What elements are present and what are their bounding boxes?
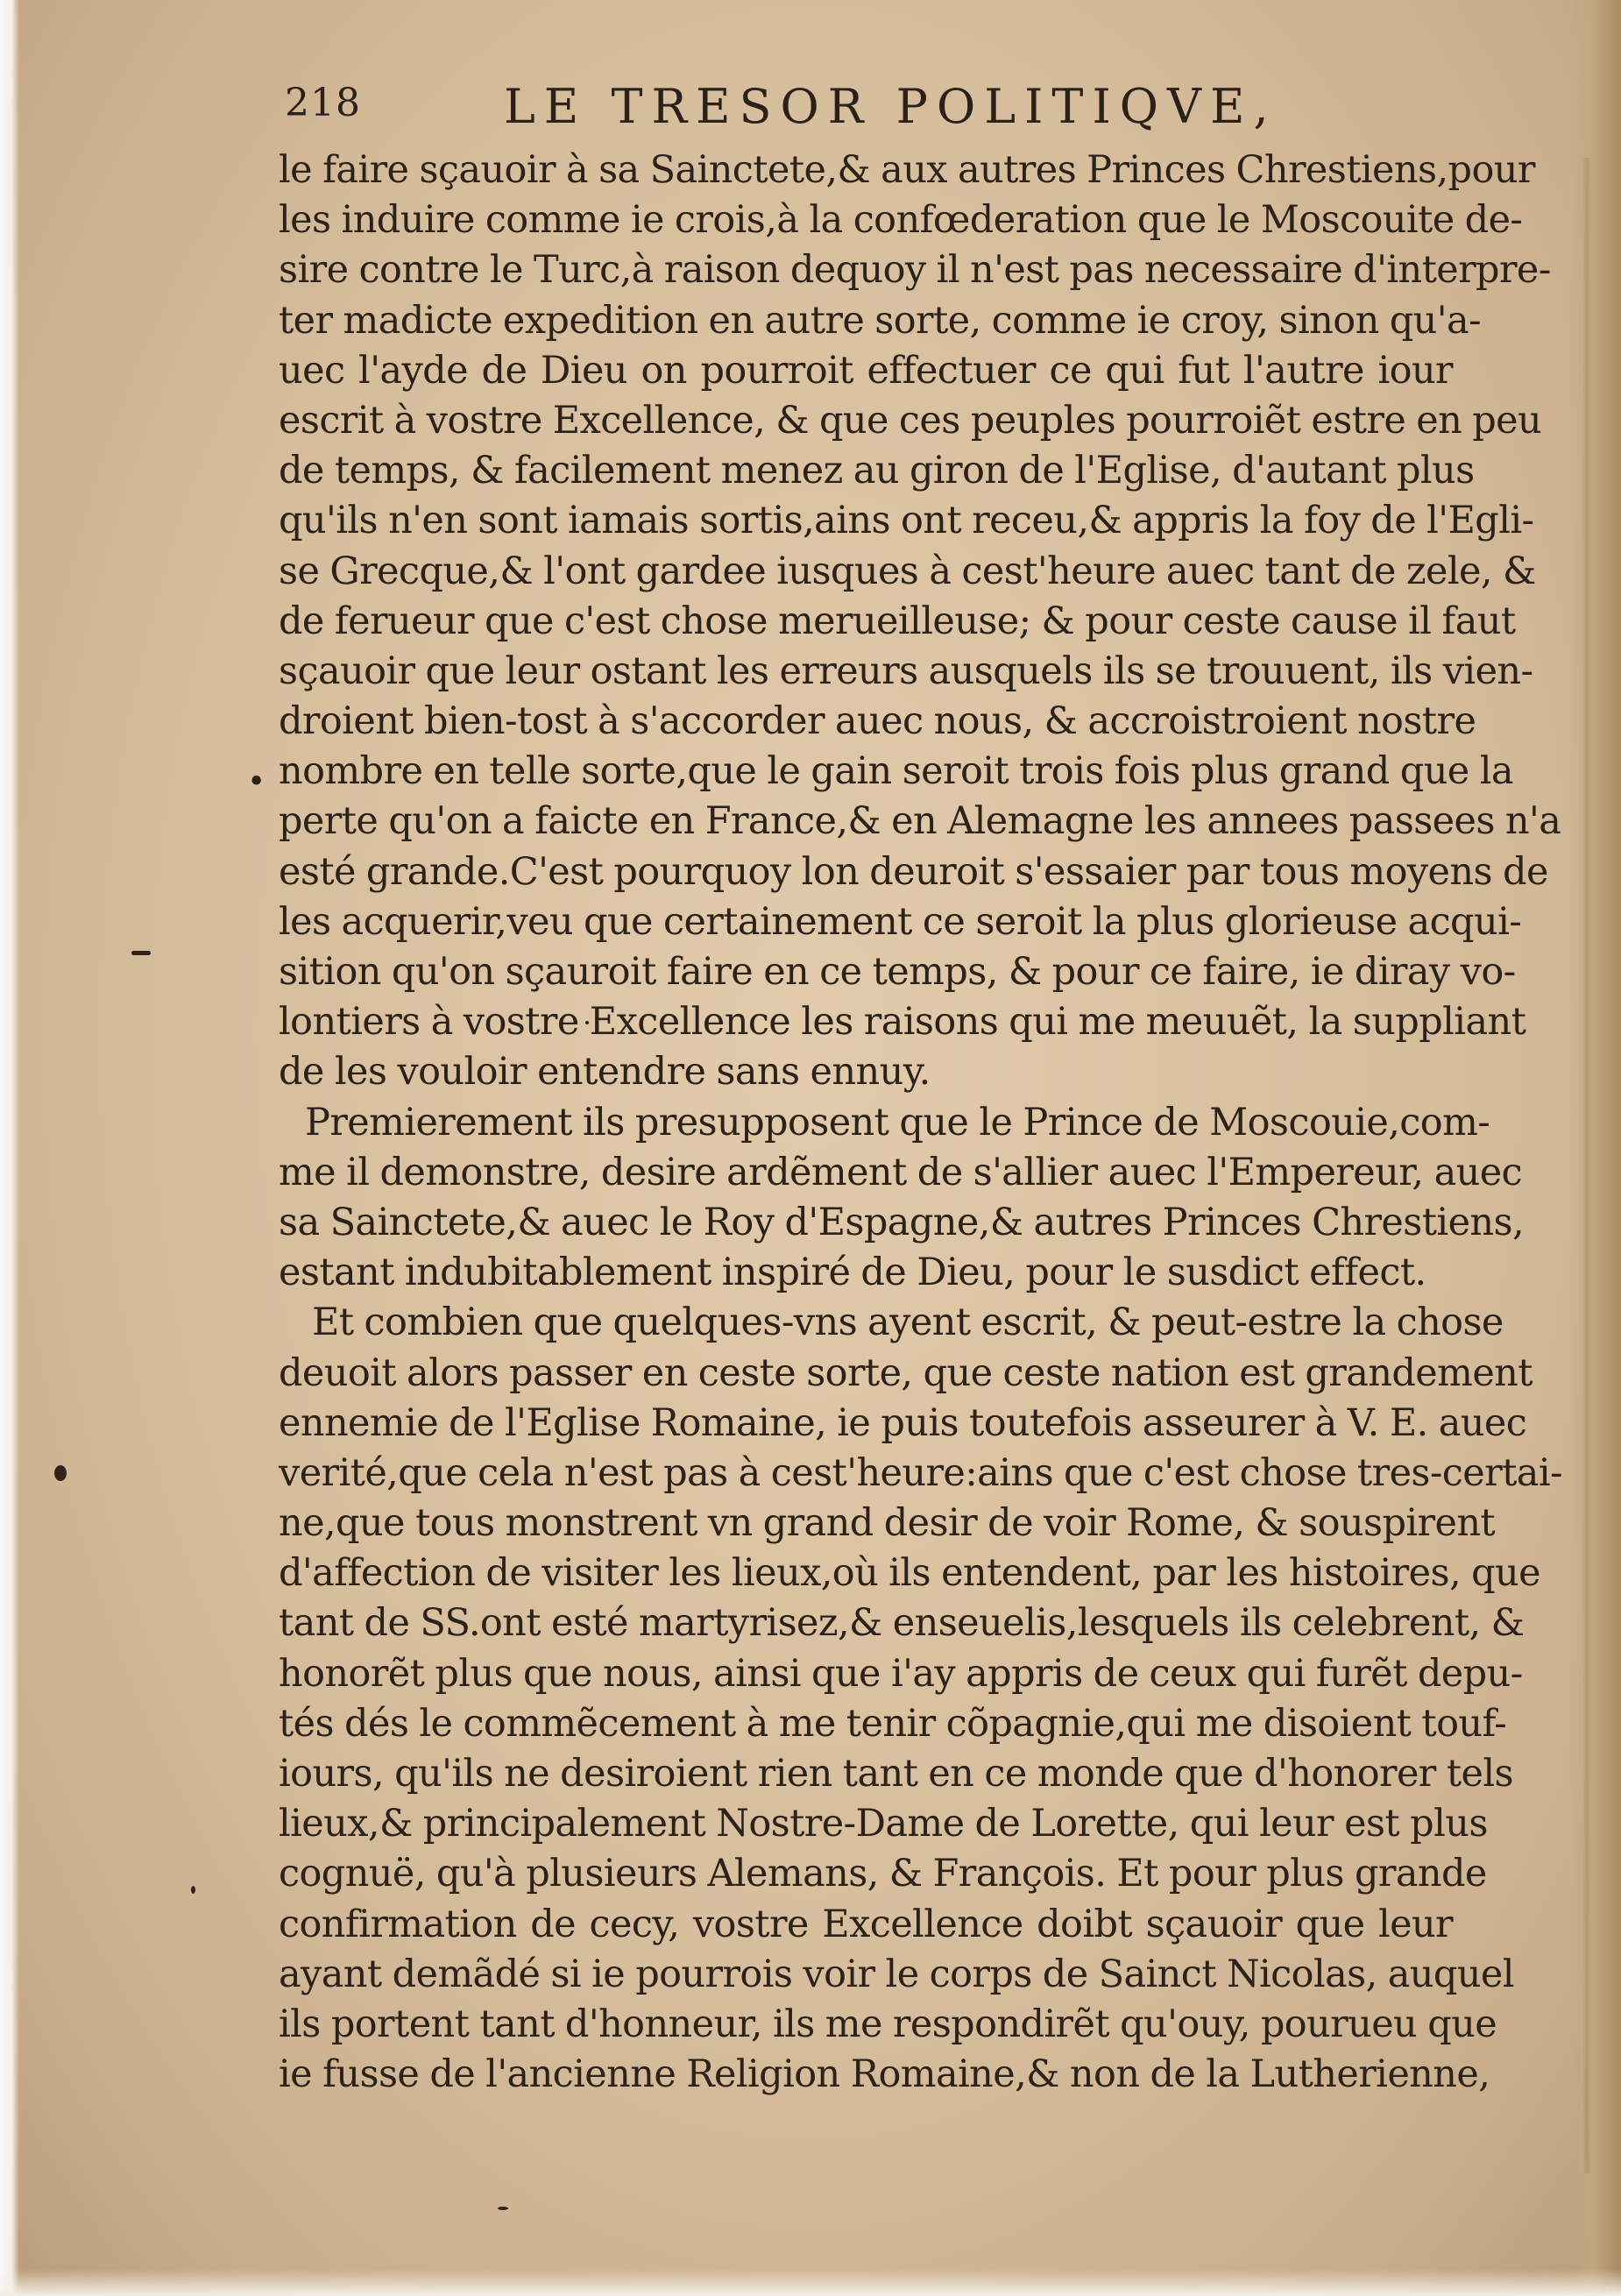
- text-line: deuoit alors passer en ceste sorte, que ceste nation est grandement: [279, 1350, 1533, 1395]
- text-line: iours, qu'ils ne desiroient rien tant en ce monde que d'honorer tels: [279, 1752, 1513, 1796]
- text-line: droient bien-tost à s'accorder auec nous, & accroistroient nostre: [279, 699, 1476, 744]
- text-line: qu'ils n'en sont iamais sortis,ains ont receu,& appris la foy de l'Egli-: [279, 499, 1534, 543]
- text-line: confirmation de cecy, vostre Excellence doibt sçauoir que leur: [279, 1902, 1453, 1946]
- text-line: uec l'ayde de Dieu on pourroit effectuer ce qui fut l'autre iour: [279, 348, 1453, 393]
- text-line: tant de SS.ont esté martyrisez,& enseuelis,lesquels ils celebrent, &: [279, 1601, 1525, 1646]
- ink-speck: [131, 951, 151, 955]
- text-line: escrit à vostre Excellence, & que ces peuples pourroiẽt estre en peu: [279, 398, 1542, 443]
- text-line: esté grande.C'est pourquoy lon deuroit s'essaier par tous moyens de: [279, 849, 1548, 894]
- text-line: verité,que cela n'est pas à cest'heure:ains que c'est chose tres-certai-: [279, 1450, 1562, 1495]
- text-line: le faire sçauoir à sa Sainctete,& aux autres Princes Chrestiens,pour: [279, 148, 1535, 192]
- paragraph-start-line: Et combien que quelques-vns ayent escrit, & peut-estre la chose: [312, 1300, 1504, 1345]
- text-line: ter madicte expedition en autre sorte, comme ie croy, sinon qu'a-: [279, 298, 1481, 343]
- page-left-edge: [0, 0, 19, 2296]
- text-line: ils portent tant d'honneur, ils me respondirẽt qu'ouy, pourueu que: [279, 2002, 1497, 2046]
- folio-number: 218: [285, 81, 361, 125]
- page-bottom-edge: [0, 2270, 1621, 2296]
- page-header: [285, 81, 1424, 142]
- text-line: sa Sainctete,& auec le Roy d'Espagne,& autres Princes Chrestiens,: [279, 1200, 1525, 1244]
- body-text: [279, 145, 1562, 2100]
- text-line: me il demonstre, desire ardẽment de s'allier auec l'Empereur, auec: [279, 1150, 1523, 1194]
- ink-speck: [191, 1886, 195, 1894]
- running-title: LE TRESOR POLITIQVE,: [504, 79, 1278, 134]
- text-line: ie fusse de l'ancienne Religion Romaine,& non de la Lutherienne,: [279, 2052, 1490, 2097]
- text-line: nombre en telle sorte,que le gain seroit trois fois plus grand que la: [279, 749, 1513, 794]
- text-line: les acquerir,veu que certainement ce seroit la plus glorieuse acqui-: [279, 899, 1522, 944]
- page-right-edge: [1568, 0, 1621, 2296]
- text-line: les induire comme ie crois,à la confœderation que le Moscouite de-: [279, 198, 1523, 243]
- text-line: de les vouloir entendre sans ennuy.: [279, 1050, 931, 1095]
- ink-speck: [498, 2207, 508, 2210]
- text-line: de ferueur que c'est chose merueilleuse; & pour ceste cause il faut: [279, 599, 1516, 643]
- text-line: ayant demãdé si ie pourrois voir le corps de Sainct Nicolas, auquel: [279, 1952, 1514, 1996]
- paragraph-start-line: Premierement ils presupposent que le Prince de Moscouie,com-: [305, 1100, 1490, 1144]
- text-line: estant indubitablement inspiré de Dieu, pour le susdict effect.: [279, 1251, 1426, 1295]
- text-line: lieux,& principalement Nostre-Dame de Lorette, qui leur est plus: [279, 1802, 1488, 1846]
- text-line: sçauoir que leur ostant les erreurs ausquels ils se trouuent, ils vien-: [279, 648, 1533, 693]
- margin-mark: •: [247, 764, 266, 800]
- text-line: se Grecque,& l'ont gardee iusques à cest'heure auec tant de zele, &: [279, 549, 1536, 593]
- text-line: sition qu'on sçauroit faire en ce temps, & pour ce faire, ie diray vo-: [279, 950, 1516, 994]
- text-line: ennemie de l'Eglise Romaine, ie puis toutefois asseurer à V. E. auec: [279, 1400, 1527, 1445]
- page-gutter-shadow: [1582, 158, 1591, 2173]
- text-line: ne,que tous monstrent vn grand desir de voir Rome, & souspirent: [279, 1501, 1496, 1546]
- text-line: honorẽt plus que nous, ainsi que i'ay appris de ceux qui furẽt depu-: [279, 1651, 1523, 1696]
- text-line: tés dés le commẽcement à me tenir cõpagnie,qui me disoient touf-: [279, 1701, 1507, 1746]
- ink-speck: [54, 1465, 67, 1481]
- text-line: d'affection de visiter les lieux,où ils entendent, par les histoires, que: [279, 1551, 1540, 1596]
- text-line: sire contre le Turc,à raison dequoy il n'est pas necessaire d'interpre-: [279, 248, 1551, 293]
- text-line: de temps, & facilement menez au giron de l'Eglise, d'autant plus: [279, 449, 1475, 493]
- text-line: perte qu'on a faicte en France,& en Alemagne les annees passees n'a: [279, 799, 1561, 844]
- text-line: lontiers à vostre Excellence les raisons qui me meuuẽt, la suppliant: [279, 1000, 1526, 1045]
- text-line: cognuë, qu'à plusieurs Alemans, & François. Et pour plus grande: [279, 1852, 1487, 1896]
